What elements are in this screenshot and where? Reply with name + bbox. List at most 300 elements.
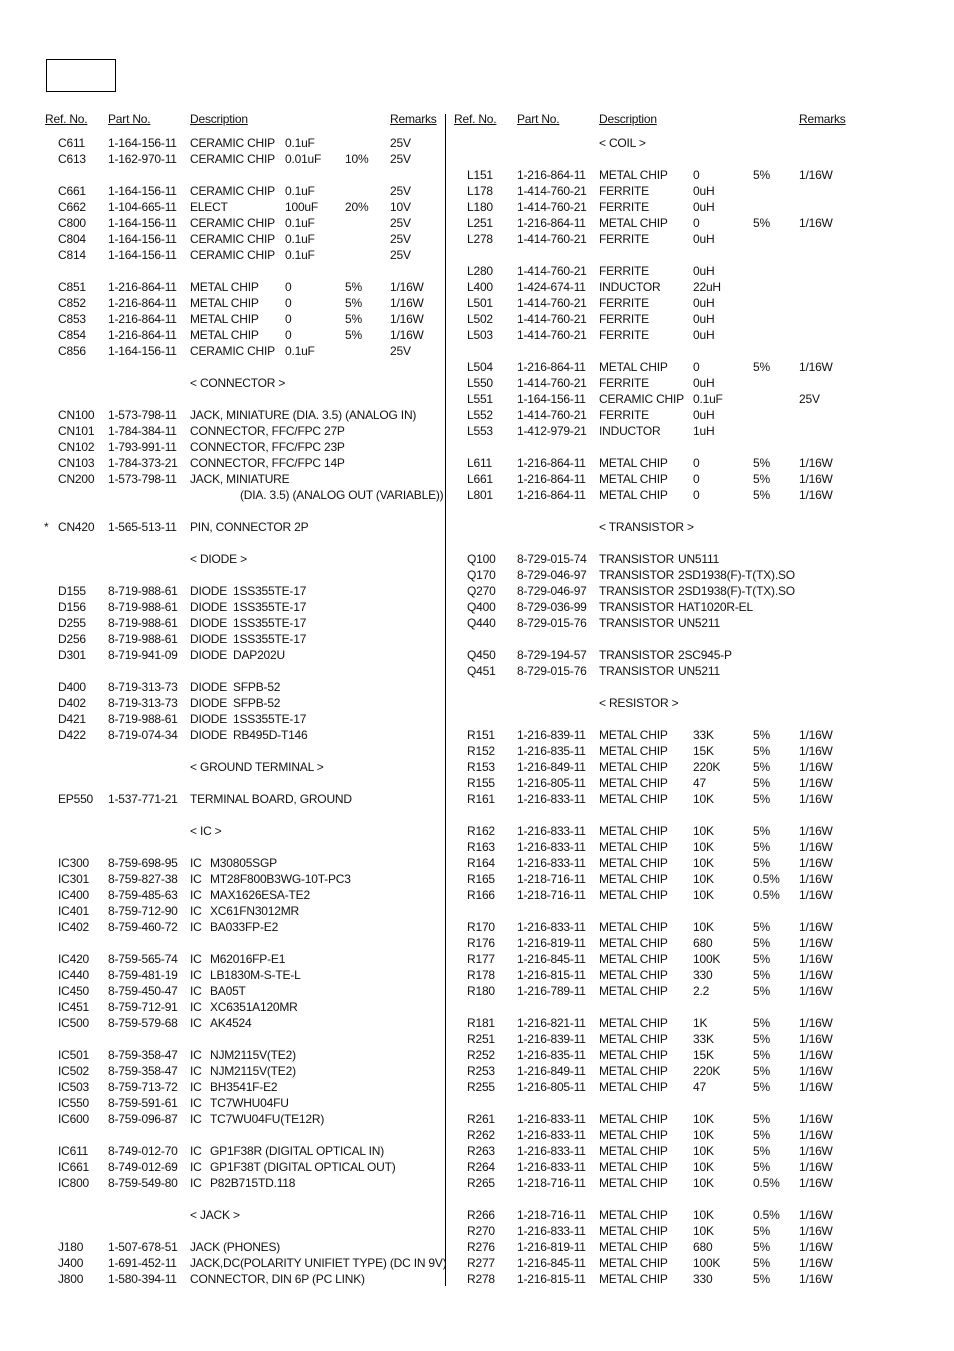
remarks: 25V [390,216,411,230]
part-number: 8-759-460-72 [108,920,178,934]
ref-number: L178 [467,184,493,198]
remarks: 1/16W [390,328,424,342]
description: METAL CHIP [190,328,259,342]
description: IC [190,1048,202,1062]
ref-number: R263 [467,1144,495,1158]
tolerance: 5% [753,1160,770,1174]
description: METAL CHIP [599,1112,668,1126]
part-number: 1-216-864-11 [108,296,177,310]
value: 0.1uF [693,392,723,406]
value: 0uH [693,200,715,214]
value: RB495D-T146 [233,728,308,742]
ref-number: IC611 [58,1144,89,1158]
part-number: 8-719-988-61 [108,632,178,646]
part-row [0,824,954,840]
tolerance: 5% [753,1016,770,1030]
value: SFPB-52 [233,680,281,694]
description: CERAMIC CHIP [190,232,275,246]
ref-number: L180 [467,200,493,214]
value: 47 [693,776,706,790]
ref-number: L502 [467,312,493,326]
part-number: 8-759-712-90 [108,904,178,918]
part-row [0,328,954,344]
part-row [0,600,954,616]
description: IC [190,1016,202,1030]
part-row [0,584,954,600]
part-row [0,264,954,280]
part-number: 1-216-815-11 [517,1272,586,1286]
ref-number: D256 [58,632,86,646]
value: 10K [693,1224,714,1238]
tolerance: 5% [753,216,770,230]
value: M30805SGP [210,856,277,870]
part-number: 8-729-036-99 [517,600,587,614]
part-number: 8-759-549-80 [108,1176,178,1190]
ref-number: R153 [467,760,495,774]
section-heading: < TRANSISTOR > [599,520,694,534]
part-number: 1-565-513-11 [108,520,177,534]
tolerance: 5% [345,328,362,342]
value: 330 [693,1272,713,1286]
description: METAL CHIP [599,360,668,374]
part-number: 1-216-864-11 [517,488,586,502]
ref-number: R152 [467,744,495,758]
part-row [0,792,954,808]
description: IC [190,952,202,966]
value: 10K [693,856,714,870]
part-number: 1-216-815-11 [517,968,586,982]
part-number: 1-218-716-11 [517,1208,586,1222]
description: FERRITE [599,312,649,326]
description: METAL CHIP [599,1176,668,1190]
value: LB1830M-S-TE-L [210,968,301,982]
ref-number: IC800 [58,1176,90,1190]
value: 2SD1938(F)-T(TX).SO [678,568,795,582]
value: 1SS355TE-17 [233,600,307,614]
part-number: 8-719-988-61 [108,712,178,726]
description: TRANSISTOR [599,568,675,582]
description: TRANSISTOR [599,664,675,678]
ref-number: C854 [58,328,86,342]
description: METAL CHIP [599,824,668,838]
description: METAL CHIP [599,1256,668,1270]
value: 0 [693,168,700,182]
remarks: 10V [390,200,411,214]
remarks: 1/16W [799,1144,833,1158]
part-number: 1-414-760-21 [517,200,587,214]
ref-number: D402 [58,696,86,710]
ref-number: Q450 [467,648,496,662]
part-number: 1-216-789-11 [517,984,586,998]
part-row [0,952,954,968]
tolerance: 5% [753,1128,770,1142]
value: 10K [693,920,714,934]
description: METAL CHIP [599,456,668,470]
part-row [0,840,954,856]
remarks: 1/16W [390,280,424,294]
value: 0 [285,312,292,326]
description: CERAMIC CHIP [190,152,275,166]
ref-number: L661 [467,472,493,486]
part-number: 1-216-864-11 [108,312,177,326]
part-row [0,664,954,680]
part-row [0,1144,954,1160]
remarks: 25V [390,136,411,150]
ref-number: IC420 [58,952,90,966]
value: MAX1626ESA-TE2 [210,888,310,902]
value: GP1F38T (DIGITAL OPTICAL OUT) [210,1160,396,1174]
part-number: 1-414-760-21 [517,328,587,342]
ref-number: L611 [467,456,493,470]
ref-number: Q100 [467,552,496,566]
remarks: 1/16W [799,1240,833,1254]
part-number: 1-216-833-11 [517,1128,586,1142]
remarks: 1/16W [799,984,833,998]
ref-number: CN100 [58,408,95,422]
part-row [0,728,954,744]
remarks: 1/16W [799,760,833,774]
part-row [0,456,954,472]
ref-number: C661 [58,184,86,198]
tolerance: 5% [753,1032,770,1046]
ref-number: D156 [58,600,86,614]
part-number: 8-759-096-87 [108,1112,178,1126]
tolerance: 5% [345,312,362,326]
value: 10K [693,1160,714,1174]
ref-number: Q400 [467,600,496,614]
value: 330 [693,968,713,982]
ref-number: C851 [58,280,86,294]
ref-number: IC402 [58,920,90,934]
remarks: 1/16W [799,920,833,934]
ref-number: EP550 [58,792,94,806]
description: DIODE [190,712,228,726]
part-row [0,424,954,440]
ref-number: CN102 [58,440,95,454]
description: FERRITE [599,232,649,246]
value: 0 [693,360,700,374]
tolerance: 5% [753,840,770,854]
description: PIN, CONNECTOR 2P [190,520,309,534]
tolerance: 0.5% [753,872,780,886]
tolerance: 5% [753,1080,770,1094]
part-number: 8-759-565-74 [108,952,178,966]
value: 0.01uF [285,152,322,166]
description: INDUCTOR [599,424,661,438]
value: SFPB-52 [233,696,281,710]
value: XC61FN3012MR [210,904,299,918]
description: CERAMIC CHIP [190,184,275,198]
part-number: 8-759-698-95 [108,856,178,870]
left-header-description: Description [190,112,248,126]
part-row [0,936,954,952]
value: UN5111 [678,552,720,566]
part-row [0,616,954,632]
part-number: 1-218-716-11 [517,888,586,902]
description: DIODE [190,616,228,630]
ref-number: C804 [58,232,86,246]
ref-number: IC661 [58,1160,90,1174]
description: DIODE [190,680,228,694]
ref-number: IC451 [58,1000,90,1014]
remarks: 1/16W [799,216,833,230]
ref-number: R251 [467,1032,495,1046]
value: 10K [693,1208,714,1222]
value: 0uH [693,264,715,278]
value: 1SS355TE-17 [233,616,307,630]
value: 22uH [693,280,721,294]
value: 1SS355TE-17 [233,632,307,646]
remarks: 25V [390,248,411,262]
remarks: 1/16W [799,1048,833,1062]
ref-number: Q451 [467,664,496,678]
part-row [0,888,954,904]
value: 0 [285,328,292,342]
description: FERRITE [599,184,649,198]
description: DIODE [190,728,228,742]
ref-number: R262 [467,1128,495,1142]
description: ELECT [190,200,228,214]
value: 0uH [693,408,715,422]
description: METAL CHIP [599,1064,668,1078]
part-row [0,1160,954,1176]
description-continuation: (DIA. 3.5) (ANALOG OUT (VARIABLE)) [240,488,444,502]
ref-number: R163 [467,840,495,854]
value: 1SS355TE-17 [233,584,307,598]
ref-number: R266 [467,1208,495,1222]
ref-number: R181 [467,1016,495,1030]
description: IC [190,856,202,870]
description: JACK, MINIATURE [190,472,290,486]
value: 10K [693,1144,714,1158]
remarks: 1/16W [799,840,833,854]
description: METAL CHIP [599,840,668,854]
ref-number: L551 [467,392,493,406]
tolerance: 5% [753,472,770,486]
description: IC [190,1160,202,1174]
value: 47 [693,1080,706,1094]
description: TRANSISTOR [599,600,675,614]
ref-number: C800 [58,216,86,230]
description: METAL CHIP [599,952,668,966]
part-number: 1-216-845-11 [517,952,586,966]
description: JACK (PHONES) [190,1240,281,1254]
part-number: 1-573-798-11 [108,408,177,422]
value: 1uH [693,424,715,438]
part-row [0,1048,954,1064]
description: FERRITE [599,328,649,342]
description: TRANSISTOR [599,616,675,630]
value: 2.2 [693,984,710,998]
part-row [0,312,954,328]
description: METAL CHIP [599,168,668,182]
part-number: 1-216-864-11 [517,216,586,230]
remarks: 1/16W [799,1080,833,1094]
remarks: 1/16W [799,1128,833,1142]
remarks: 1/16W [799,1112,833,1126]
value: UN5211 [678,664,720,678]
remarks: 1/16W [799,360,833,374]
value: TC7WHU04FU [210,1096,289,1110]
remarks: 1/16W [799,1272,833,1286]
ref-number: IC301 [58,872,90,886]
ref-number: IC300 [58,856,90,870]
value: 220K [693,1064,721,1078]
value: 10K [693,824,714,838]
part-number: 1-216-845-11 [517,1256,586,1270]
description: METAL CHIP [599,984,668,998]
ref-number: C852 [58,296,86,310]
description: TRANSISTOR [599,584,675,598]
part-number: 1-793-991-11 [108,440,177,454]
part-row [0,232,954,248]
description: METAL CHIP [599,728,668,742]
part-number: 1-216-864-11 [517,168,586,182]
remarks: 1/16W [799,824,833,838]
ref-number: R261 [467,1112,495,1126]
description: DIODE [190,584,228,598]
part-row [0,280,954,296]
tolerance: 5% [753,1272,770,1286]
remarks: 1/16W [799,1032,833,1046]
part-number: 8-719-988-61 [108,584,178,598]
part-number: 1-164-156-11 [517,392,586,406]
ref-number: R278 [467,1272,495,1286]
part-number: 8-719-074-34 [108,728,178,742]
part-row [0,408,954,424]
part-number: 1-414-760-21 [517,232,587,246]
part-number: 1-164-156-11 [108,184,177,198]
value: 680 [693,936,713,950]
ref-number: IC503 [58,1080,90,1094]
description: TERMINAL BOARD, GROUND [190,792,352,806]
remarks: 1/16W [799,792,833,806]
ref-number: R276 [467,1240,495,1254]
tolerance: 5% [753,1224,770,1238]
remarks: 1/16W [799,968,833,982]
ref-number: IC450 [58,984,90,998]
ref-number: R166 [467,888,495,902]
part-number: 1-216-833-11 [517,920,586,934]
description: METAL CHIP [599,936,668,950]
ref-number: IC401 [58,904,90,918]
remarks: 1/16W [799,1176,833,1190]
remarks: 1/16W [799,1064,833,1078]
ref-number: D155 [58,584,86,598]
left-header-ref: Ref. No. [45,112,88,126]
part-number: 8-729-194-57 [517,648,587,662]
ref-number: J400 [58,1256,84,1270]
part-number: 1-414-760-21 [517,184,587,198]
tolerance: 5% [753,168,770,182]
part-number: 1-164-156-11 [108,136,177,150]
ref-number: L151 [467,168,493,182]
ref-number: Q440 [467,616,496,630]
ref-number: R165 [467,872,495,886]
part-row [0,760,954,776]
value: UN5211 [678,616,720,630]
value: BH3541F-E2 [210,1080,278,1094]
tolerance: 5% [753,856,770,870]
part-row [0,200,954,216]
part-number: 1-216-849-11 [517,1064,586,1078]
remarks: 1/16W [390,296,424,310]
description: DIODE [190,696,228,710]
ref-number: CN200 [58,472,95,486]
ref-number: D421 [58,712,86,726]
ref-number: R151 [467,728,495,742]
value: 10K [693,792,714,806]
part-number: 8-759-358-47 [108,1048,178,1062]
remarks: 25V [390,344,411,358]
tolerance: 5% [753,952,770,966]
part-number: 1-414-760-21 [517,312,587,326]
value: 2SD1938(F)-T(TX).SO [678,584,795,598]
tolerance: 5% [753,936,770,950]
part-number: 8-749-012-70 [108,1144,178,1158]
value: 100uF [285,200,319,214]
ref-number: C814 [58,248,86,262]
ref-number: R265 [467,1176,495,1190]
remarks: 1/16W [799,488,833,502]
value: 0uH [693,296,715,310]
section-heading: < IC > [190,824,222,838]
part-row [0,472,954,488]
part-number: 1-412-979-21 [517,424,587,438]
ref-number: IC400 [58,888,90,902]
part-row [0,1128,954,1144]
value: 0 [285,280,292,294]
remarks: 25V [390,232,411,246]
value: XC6351A120MR [210,1000,298,1014]
description: METAL CHIP [190,280,259,294]
value: 0.1uF [285,216,315,230]
description: TRANSISTOR [599,552,675,566]
part-number: 1-216-835-11 [517,744,586,758]
description: METAL CHIP [599,1160,668,1174]
description: IC [190,904,202,918]
part-number: 1-414-760-21 [517,296,587,310]
description: CONNECTOR, FFC/FPC 14P [190,456,345,470]
ref-number: L550 [467,376,493,390]
value: 0 [693,488,700,502]
part-number: 1-784-384-11 [108,424,177,438]
ref-number: L503 [467,328,493,342]
ref-number: IC501 [58,1048,90,1062]
ref-number: R252 [467,1048,495,1062]
part-row [0,968,954,984]
ref-number: R253 [467,1064,495,1078]
right-header-remarks: Remarks [799,112,846,126]
part-number: 8-719-988-61 [108,600,178,614]
tolerance: 5% [753,984,770,998]
ref-number: R180 [467,984,495,998]
description: IC [190,920,202,934]
section-heading: < CONNECTOR > [190,376,286,390]
tolerance: 5% [345,296,362,310]
value: 0uH [693,312,715,326]
description: METAL CHIP [599,216,668,230]
value: 0.1uF [285,232,315,246]
part-row [0,488,954,504]
part-row [0,216,954,232]
part-row [0,376,954,392]
part-number: 1-216-833-11 [517,1224,586,1238]
part-number: 1-216-864-11 [517,456,586,470]
remarks: 1/16W [799,888,833,902]
remarks: 25V [390,152,411,166]
value: 10K [693,840,714,854]
